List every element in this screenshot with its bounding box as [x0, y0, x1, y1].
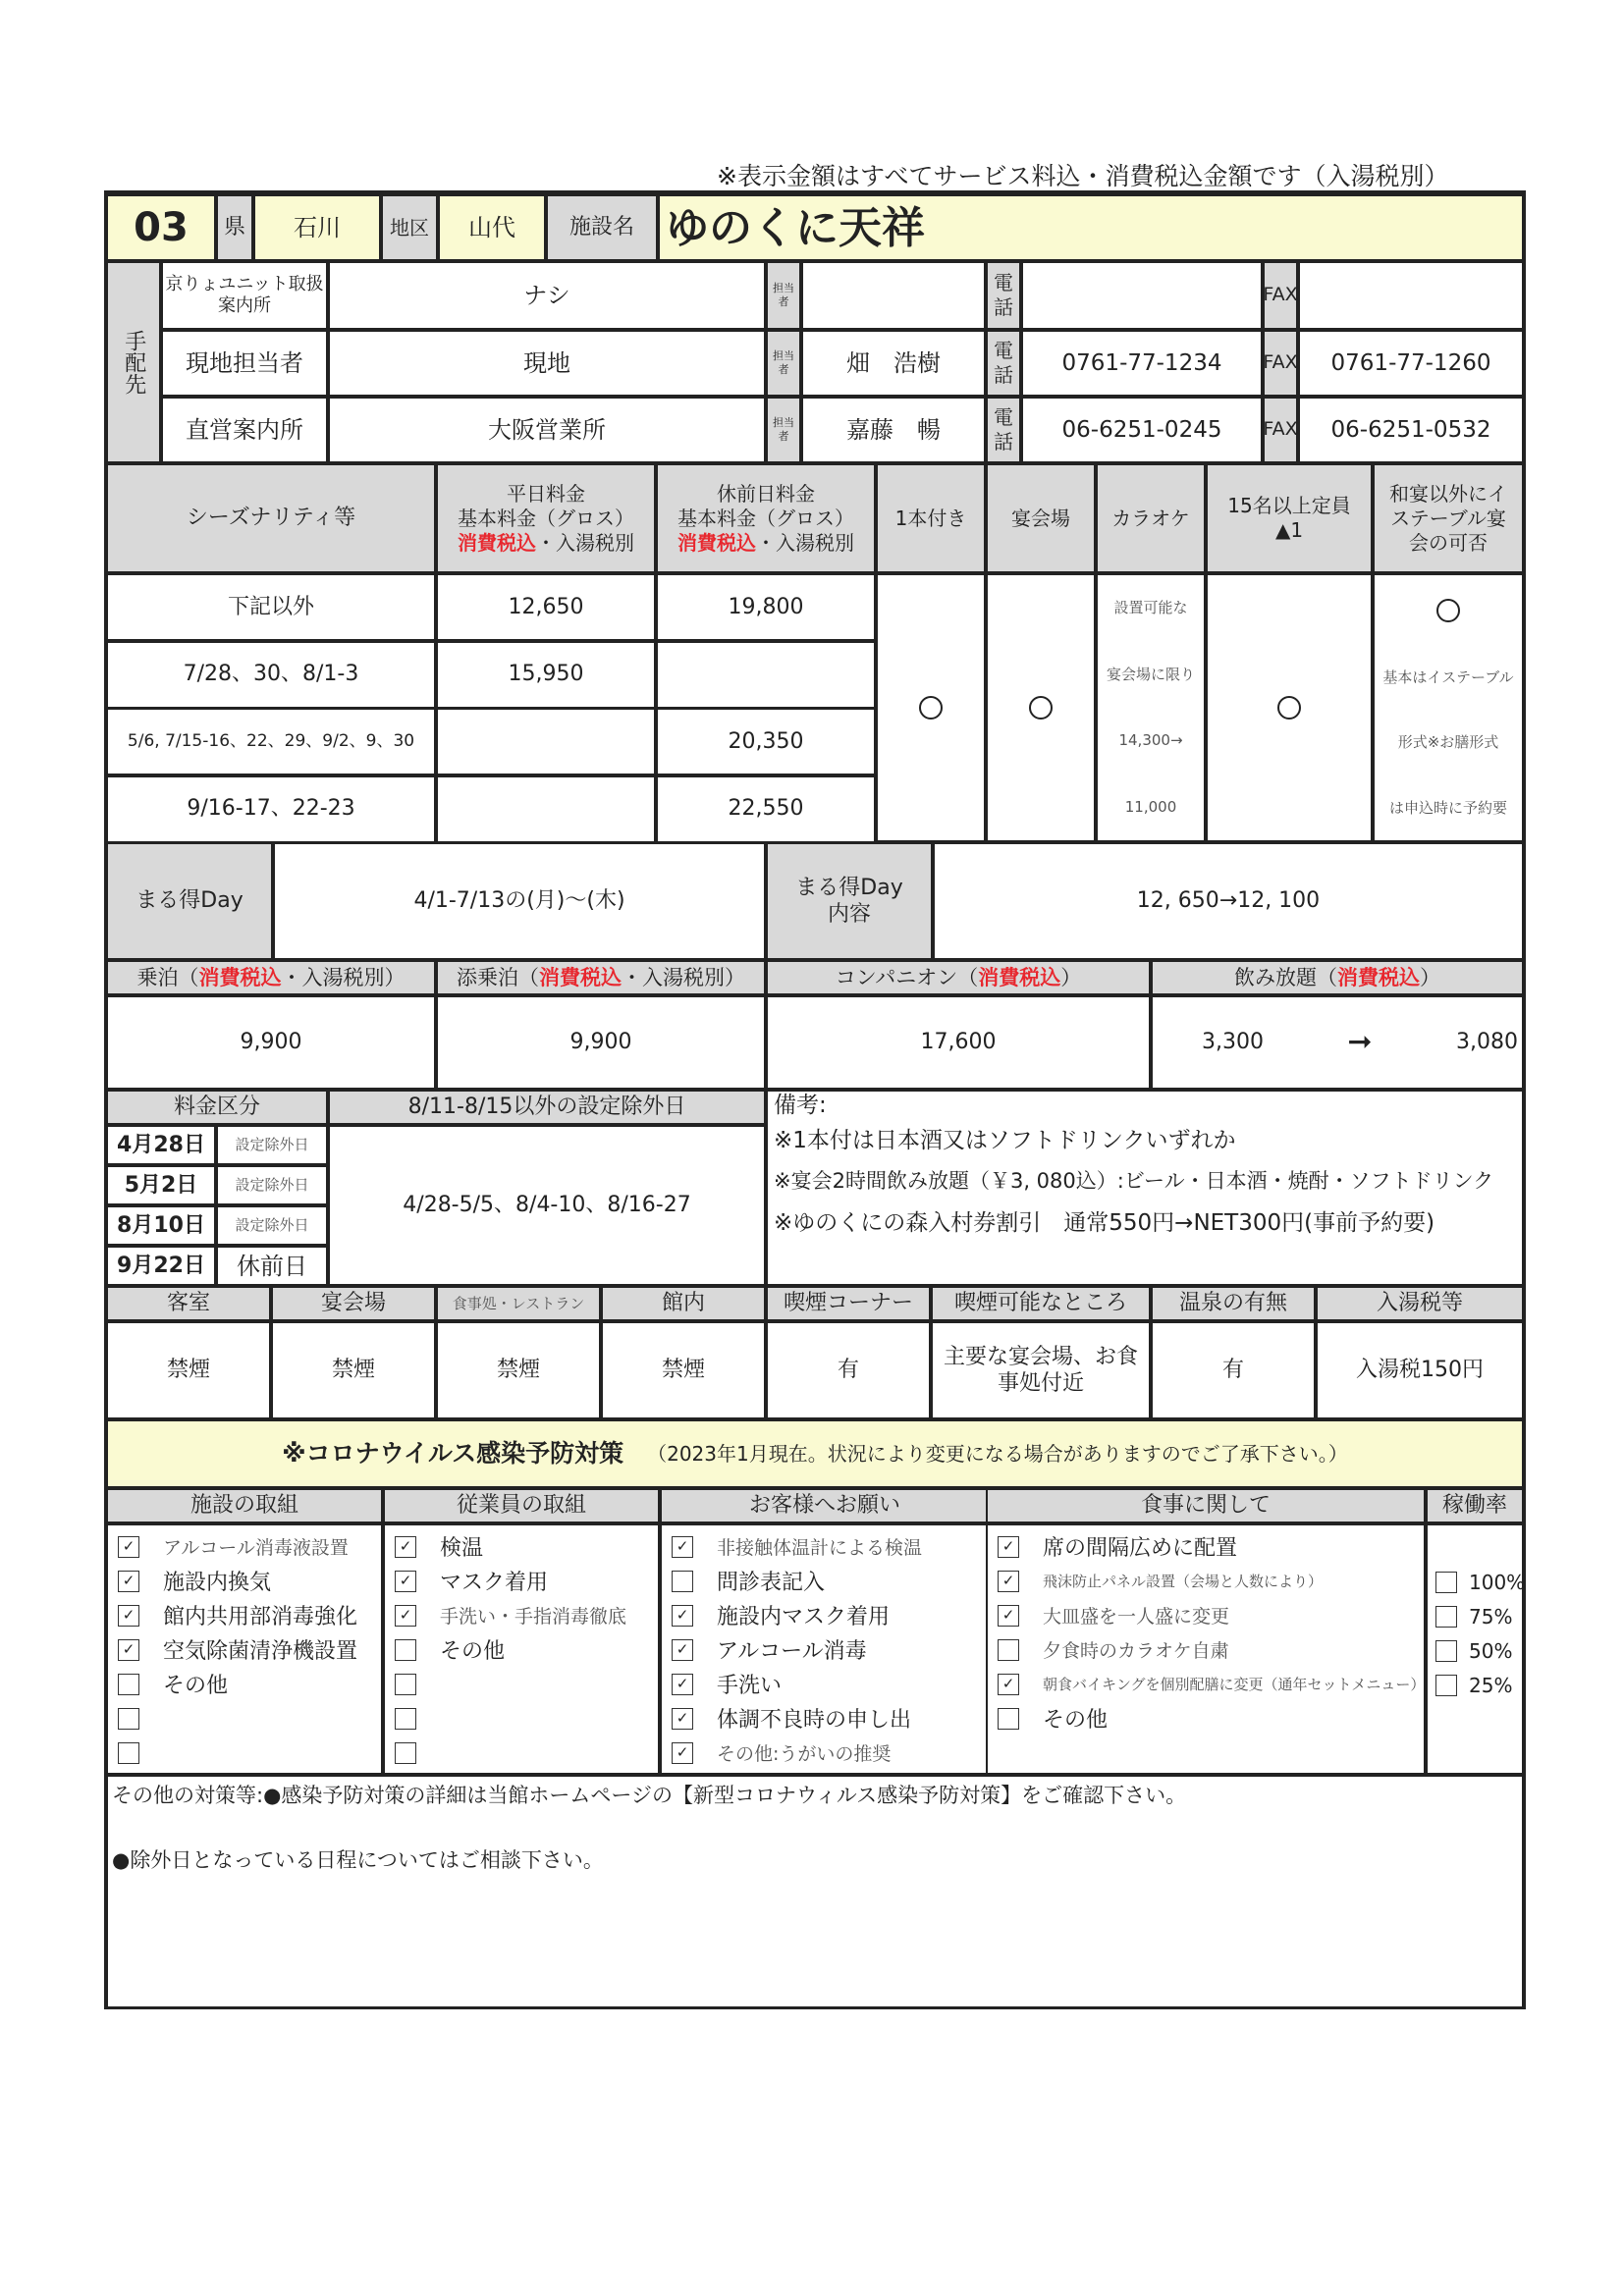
checklist-label: 施設内換気: [163, 1571, 272, 1595]
extras-header: [106, 960, 436, 995]
checkbox-empty-icon[interactable]: [672, 1571, 693, 1592]
contact-tel: [1021, 261, 1263, 330]
smoking-header: 入湯税等: [1316, 1286, 1524, 1321]
table-line: 形式※お膳形式: [1397, 733, 1499, 752]
table-header: 和宴以外にイステーブル宴会の可否: [1373, 463, 1524, 573]
remarks-line: ※宴会2時間飲み放題（￥3, 080込）:ビール・日本酒・焼酎・ソフトドリンク: [774, 1169, 1494, 1193]
nomihoudai-to: 3,080: [1456, 1030, 1518, 1055]
karaoke-cell: [1096, 573, 1206, 842]
checklist-item[interactable]: [395, 1598, 660, 1632]
contact-office: 現地: [328, 330, 766, 397]
weekday-price: 15,950: [436, 641, 656, 709]
class-type: 設定除外日: [216, 1205, 328, 1246]
weekday-basic: 基本料金（グロス）: [458, 506, 634, 530]
smoking-value: 有: [766, 1321, 931, 1419]
checklist-item[interactable]: [672, 1529, 990, 1564]
checklist-label: 大皿盛を一人盛に変更: [1043, 1606, 1230, 1628]
season-cell: 7/28、30、8/1-3: [106, 641, 436, 709]
karaoke-line: 宴会場に限り: [1106, 665, 1195, 683]
weekday-title: 平日料金: [507, 481, 585, 506]
extras-header-post: ・入湯税別）: [622, 965, 745, 989]
checklist-label: 夕食時のカラオケ自粛: [1043, 1640, 1229, 1662]
checkbox-empty-icon[interactable]: [1435, 1606, 1457, 1628]
rate-class-header: 料金区分: [106, 1090, 328, 1125]
nomihoudai-from: 3,300: [1202, 1030, 1264, 1055]
checklist-item[interactable]: [118, 1667, 383, 1701]
season-header: シーズナリティ等: [106, 463, 436, 573]
tel-label: 電話: [986, 330, 1021, 397]
checkbox-empty-icon[interactable]: [395, 1742, 416, 1764]
karaoke-line: 14,300→: [1118, 731, 1183, 750]
covid-checklist: [106, 1523, 383, 1770]
class-date: 4月28日: [106, 1125, 216, 1165]
occupancy-label: 75%: [1469, 1604, 1513, 1629]
extras-header-red: 消費税込: [1337, 965, 1420, 989]
karaoke-line: 11,000: [1124, 797, 1177, 816]
contact-fax: 06-6251-0532: [1298, 397, 1524, 463]
season-cell: 5/6, 7/15-16、22、29、9/2、9、30: [106, 708, 436, 775]
checklist-item[interactable]: [118, 1529, 383, 1564]
class-type: 設定除外日: [216, 1165, 328, 1205]
smoking-header: 宴会場: [271, 1286, 436, 1321]
checkbox-checked-icon[interactable]: ✓: [672, 1536, 693, 1558]
covid-note: （2023年1月現在。状況により変更になる場合がありますのでご了承下さい。）: [647, 1441, 1348, 1466]
class-date: 5月2日: [106, 1165, 216, 1205]
arrangement-label: 手配先: [106, 261, 161, 463]
checkbox-checked-icon[interactable]: ✓: [672, 1708, 693, 1730]
occupancy-item[interactable]: [1435, 1565, 1524, 1599]
circle-mark-icon: [919, 696, 943, 720]
contact-office: ナシ: [328, 261, 766, 330]
checkbox-checked-icon[interactable]: ✓: [118, 1571, 139, 1592]
table-cell: [1373, 573, 1524, 842]
smoking-header: 喫煙コーナー: [766, 1286, 931, 1321]
hall-cell: [986, 573, 1096, 842]
checklist-item[interactable]: [672, 1701, 990, 1735]
facility-label: 施設名: [546, 194, 658, 261]
checklist-item[interactable]: [395, 1701, 660, 1735]
covid-checklist: [660, 1523, 990, 1770]
table-line: 基本はイステーブル: [1382, 668, 1514, 687]
covid-col-header: お客様へお願い: [660, 1488, 990, 1523]
checklist-label: 問診表記入: [717, 1571, 826, 1595]
maru-content-label: まる得Day内容: [766, 842, 933, 960]
weekday-tax-red: 消費税込: [458, 530, 536, 555]
smoking-header: 食事処・レストラン: [436, 1286, 601, 1321]
weekday-price: [436, 775, 656, 843]
checkbox-empty-icon[interactable]: [1435, 1572, 1457, 1593]
person-label: 担当者: [766, 397, 801, 463]
covid-col-header: 従業員の取組: [383, 1488, 660, 1523]
checklist-item[interactable]: [395, 1667, 660, 1701]
contact-label: 現地担当者: [161, 330, 328, 397]
other-measures-label: その他の対策等:: [112, 1784, 264, 1807]
smoking-value: 主要な宴会場、お食事処付近: [931, 1321, 1151, 1419]
contact-tel: 0761-77-1234: [1021, 330, 1263, 397]
checklist-item[interactable]: [672, 1598, 990, 1632]
checklist-label: 検温: [440, 1536, 484, 1561]
checkbox-empty-icon[interactable]: [395, 1708, 416, 1730]
checklist-label: 非接触体温計による検温: [717, 1537, 923, 1559]
occupancy-label: 100%: [1469, 1570, 1526, 1594]
class-date: 9月22日: [106, 1246, 216, 1286]
checklist-item[interactable]: [672, 1735, 990, 1770]
holiday-title: 休前日料金: [717, 481, 815, 506]
occupancy-item[interactable]: [1435, 1599, 1524, 1633]
smoking-value: 禁煙: [271, 1321, 436, 1419]
person-label: 担当者: [766, 261, 801, 330]
checklist-item[interactable]: [998, 1564, 1426, 1598]
smoking-value: 入湯税150円: [1316, 1321, 1524, 1419]
checkbox-checked-icon[interactable]: ✓: [672, 1674, 693, 1695]
holiday-price: 22,550: [656, 775, 876, 843]
fax-label: FAX: [1263, 261, 1298, 330]
extras-header: [766, 960, 1151, 995]
extras-header-pre: 乗泊（: [136, 965, 199, 989]
smoking-header: 温泉の有無: [1151, 1286, 1316, 1321]
checklist-label: アルコール消毒: [717, 1639, 867, 1664]
other-measures-line: ●除外日となっている日程についてはご相談下さい。: [112, 1848, 604, 1873]
area-label: 地区: [381, 194, 438, 261]
checkbox-checked-icon[interactable]: ✓: [998, 1571, 1019, 1592]
extras-header-post: ）: [1420, 965, 1440, 989]
checkbox-empty-icon[interactable]: [1435, 1640, 1457, 1662]
checkbox-empty-icon[interactable]: [395, 1674, 416, 1695]
table-line: は申込時に予約要: [1388, 798, 1507, 817]
checklist-item[interactable]: [672, 1667, 990, 1701]
checklist-label: 空気除菌清浄機設置: [163, 1639, 358, 1664]
tel-label: 電話: [986, 261, 1021, 330]
pref-label: 県: [216, 194, 253, 261]
checkbox-checked-icon[interactable]: ✓: [395, 1605, 416, 1627]
companion-value: 17,600: [766, 995, 1151, 1090]
checkbox-checked-icon[interactable]: ✓: [395, 1571, 416, 1592]
holiday-basic: 基本料金（グロス）: [677, 506, 854, 530]
arrow-right-icon: ➞: [1347, 1025, 1373, 1060]
checkbox-empty-icon[interactable]: [118, 1742, 139, 1764]
checkbox-empty-icon[interactable]: [998, 1639, 1019, 1661]
maru-label: まる得Day: [106, 842, 273, 960]
covid-col-header: 食事に関して: [986, 1488, 1426, 1523]
occupancy-header: 稼働率: [1426, 1488, 1524, 1523]
season-cell: 下記以外: [106, 573, 436, 641]
extras-header: [1151, 960, 1524, 995]
remarks-title: 備考:: [774, 1093, 827, 1118]
checkbox-checked-icon[interactable]: ✓: [118, 1639, 139, 1661]
extras-header: [436, 960, 766, 995]
fax-label: FAX: [1263, 397, 1298, 463]
covid-banner: [106, 1419, 1524, 1488]
class-type: 休前日: [216, 1246, 328, 1286]
class-date: 8月10日: [106, 1205, 216, 1246]
checklist-label: 施設内マスク着用: [717, 1605, 891, 1629]
weekday-price: 12,650: [436, 573, 656, 641]
checklist-label: その他: [163, 1674, 229, 1698]
checklist-label: 体調不良時の申し出: [717, 1708, 912, 1733]
checkbox-checked-icon[interactable]: ✓: [998, 1674, 1019, 1695]
weekday-header: [436, 463, 656, 573]
checklist-item[interactable]: [998, 1667, 1426, 1701]
karaoke-header: カラオケ: [1096, 463, 1206, 573]
covid-col-header: 施設の取組: [106, 1488, 383, 1523]
extras-header-post: ・入湯税別）: [281, 965, 406, 989]
checklist-label: その他: [440, 1639, 506, 1664]
remarks-box: [766, 1090, 1524, 1286]
smoking-value: 有: [1151, 1321, 1316, 1419]
extras-header-red: 消費税込: [198, 965, 282, 989]
capacity-cell: [1206, 573, 1373, 842]
weekday-price: [436, 708, 656, 775]
person-label: 担当者: [766, 330, 801, 397]
checkbox-empty-icon[interactable]: [395, 1639, 416, 1661]
holiday-price: 19,800: [656, 573, 876, 641]
checklist-label: 手洗い・手指消毒徹底: [440, 1606, 627, 1628]
extras-header-pre: コンパニオン（: [835, 965, 979, 989]
extras-header-red: 消費税込: [539, 965, 622, 989]
bottle-cell: [876, 573, 986, 842]
checklist-item[interactable]: [118, 1564, 383, 1598]
checkbox-checked-icon[interactable]: ✓: [998, 1536, 1019, 1558]
class-type: 設定除外日: [216, 1125, 328, 1165]
nomihoudai-value: [1151, 995, 1524, 1090]
jouhaku-value: 9,900: [106, 995, 436, 1090]
hall-header: 宴会場: [986, 463, 1096, 573]
extras-header-pre: 飲み放題（: [1234, 965, 1337, 989]
smoking-value: 禁煙: [436, 1321, 601, 1419]
checklist-item[interactable]: [395, 1529, 660, 1564]
checkbox-empty-icon[interactable]: [1435, 1675, 1457, 1696]
covid-title: ※コロナウイルス感染予防対策: [282, 1439, 624, 1468]
occupancy-label: 25%: [1469, 1673, 1513, 1697]
checkbox-checked-icon[interactable]: ✓: [672, 1742, 693, 1764]
checklist-label: 手洗い: [717, 1674, 783, 1698]
smoking-header: 館内: [601, 1286, 766, 1321]
contact-office: 大阪営業所: [328, 397, 766, 463]
checkbox-checked-icon[interactable]: ✓: [395, 1536, 416, 1558]
checklist-label: その他:うがいの推奨: [717, 1743, 892, 1765]
checklist-label: その他: [1043, 1708, 1109, 1733]
occupancy-list: [1426, 1559, 1524, 1702]
checklist-item[interactable]: [395, 1632, 660, 1667]
other-measures-line: ●感染予防対策の詳細は当館ホームページの【新型コロナウィルス感染予防対策】をご確認下さい。: [263, 1784, 1187, 1807]
holiday-tax-rest: ・入湯税別: [756, 530, 854, 555]
extras-header-pre: 添乗泊（: [457, 965, 539, 989]
maru-content: 12, 650→12, 100: [933, 842, 1524, 960]
occupancy-item[interactable]: [1435, 1633, 1524, 1668]
holiday-header: [656, 463, 876, 573]
smoking-header: 喫煙可能なところ: [931, 1286, 1151, 1321]
pref-value: 石川: [253, 194, 381, 261]
checklist-item[interactable]: [998, 1598, 1426, 1632]
smoking-header: 客室: [106, 1286, 271, 1321]
checklist-item[interactable]: [118, 1598, 383, 1632]
checkbox-checked-icon[interactable]: ✓: [998, 1605, 1019, 1627]
maru-dates: 4/1-7/13の(月)～(木): [273, 842, 766, 960]
excluded-header: 8/11-8/15以外の設定除外日: [328, 1090, 766, 1125]
checklist-label: 飛沫防止パネル設置（会場と人数により）: [1043, 1573, 1324, 1590]
checklist-label: アルコール消毒液設置: [163, 1537, 349, 1559]
checkbox-empty-icon[interactable]: [998, 1708, 1019, 1730]
price-note: ※表示金額はすべてサービス料込・消費税込金額です（入湯税別）: [717, 162, 1449, 190]
checkbox-empty-icon[interactable]: [118, 1674, 139, 1695]
checklist-item[interactable]: [998, 1529, 1426, 1564]
occupancy-item[interactable]: [1435, 1668, 1524, 1702]
covid-checklist: [986, 1523, 1426, 1735]
contact-label: 京りょユニット取扱案内所: [161, 261, 328, 330]
season-cell: 9/16-17、22-23: [106, 775, 436, 843]
checklist-item[interactable]: [672, 1632, 990, 1667]
checklist-item[interactable]: [998, 1632, 1426, 1667]
checkbox-checked-icon[interactable]: ✓: [118, 1605, 139, 1627]
capacity-header: 15名以上定員▲1: [1206, 463, 1373, 573]
extras-header-red: 消費税込: [978, 965, 1061, 989]
contact-fax: 0761-77-1260: [1298, 330, 1524, 397]
checklist-item[interactable]: [395, 1735, 660, 1770]
contact-tel: 06-6251-0245: [1021, 397, 1263, 463]
occupancy-label: 50%: [1469, 1638, 1513, 1663]
contact-fax: [1298, 261, 1524, 330]
covid-checklist: [383, 1523, 660, 1770]
remarks-line: ※ゆのくにの森入村券割引 通常550円→NET300円(事前予約要): [774, 1210, 1435, 1236]
checklist-item[interactable]: [395, 1564, 660, 1598]
holiday-price: [656, 641, 876, 709]
checklist-item[interactable]: [118, 1735, 383, 1770]
checklist-item[interactable]: [998, 1701, 1426, 1735]
smoking-value: 禁煙: [106, 1321, 271, 1419]
checklist-label: 朝食バイキングを個別配膳に変更（通年セットメニュー）: [1043, 1676, 1426, 1693]
checklist-label: マスク着用: [440, 1571, 549, 1595]
remarks-line: ※1本付は日本酒又はソフトドリンクいずれか: [774, 1128, 1236, 1153]
holiday-tax-red: 消費税込: [677, 530, 756, 555]
circle-mark-icon: [1436, 599, 1460, 622]
contact-person: 畑 浩樹: [801, 330, 986, 397]
tenjou-value: 9,900: [436, 995, 766, 1090]
extras-header-post: ）: [1060, 965, 1082, 989]
bottle-header: 1本付き: [876, 463, 986, 573]
checklist-label: 館内共用部消毒強化: [163, 1605, 358, 1629]
facility-name: ゆのくに天祥: [658, 194, 1524, 261]
facility-code: 03: [106, 194, 216, 261]
circle-mark-icon: [1029, 696, 1053, 720]
excluded-dates: 4/28-5/5、8/4-10、8/16-27: [328, 1125, 766, 1286]
checkbox-empty-icon[interactable]: [118, 1708, 139, 1730]
area-value: 山代: [438, 194, 546, 261]
contact-label: 直営案内所: [161, 397, 328, 463]
checklist-item[interactable]: [672, 1564, 990, 1598]
checkbox-checked-icon[interactable]: ✓: [672, 1605, 693, 1627]
smoking-value: 禁煙: [601, 1321, 766, 1419]
checklist-item[interactable]: [118, 1701, 383, 1735]
contact-person: 嘉藤 暢: [801, 397, 986, 463]
checklist-item[interactable]: [118, 1632, 383, 1667]
weekday-tax-rest: ・入湯税別: [536, 530, 634, 555]
holiday-price: 20,350: [656, 708, 876, 775]
karaoke-line: 設置可能な: [1113, 599, 1188, 617]
checkbox-checked-icon[interactable]: ✓: [672, 1639, 693, 1661]
checkbox-checked-icon[interactable]: ✓: [118, 1536, 139, 1558]
other-measures: [106, 1775, 1524, 2008]
contact-person: [801, 261, 986, 330]
tel-label: 電話: [986, 397, 1021, 463]
circle-mark-icon: [1277, 696, 1301, 720]
fax-label: FAX: [1263, 330, 1298, 397]
checklist-label: 席の間隔広めに配置: [1043, 1536, 1238, 1561]
